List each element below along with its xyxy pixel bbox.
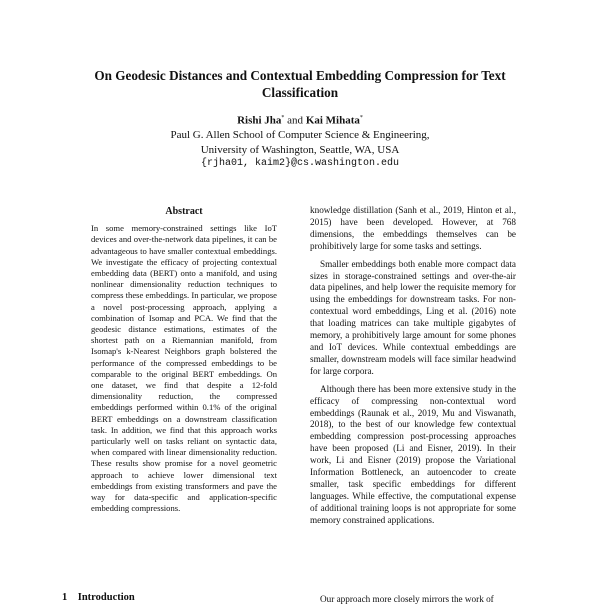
abstract-heading: Abstract — [165, 206, 203, 217]
author-email: {rjha01, kaim2}@cs.washington.edu — [200, 158, 400, 170]
paragraph: knowledge distillation (Sanh et al., 2019, Hinton et al., 2015) have been developed. However, at 768 dimensions, the embeddings themselves can be prohibitively large for some tasks and settings. — [310, 205, 516, 251]
paragraph: Although there has been more extensive study in the efficacy of compressing non-contextual word embeddings (Raunak et al., 2019, Mu and Viswanath, 2018), to the best of our knowledge few contextual embedding compression post-processing approaches have been proposed (Li and Eisner, 2019). In their work, Li and Eisner (2019) propose the Variational Information Bottleneck, an autoencoder to create smaller, task specific embeddings for different languages. While effective, the computational expense of additional training loops is not appropriate for some memory constrained applications. — [310, 383, 516, 525]
abstract-column — [91, 206, 277, 514]
affiliation-line-2: University of Washington, Seattle, WA, USA — [200, 143, 400, 156]
cut-off-line: Our approach more closely mirrors the work of — [320, 594, 494, 604]
author-1: Rishi Jha — [237, 114, 282, 127]
section-title: Introduction — [77, 592, 135, 603]
paragraph: Smaller embeddings both enable more compact data sizes in storage-constrained settings and over-the-air data pipelines, and help lower the requisite memory for using the embeddings for downstream tasks. For non-contextual word embeddings, Ling et al. (2016) note that loading matrices can take multiple gigabytes of memory, a prohibitively large amount for some phones and IoT devices. While contextual embeddings are smaller, downstream models will face similar headwind for large corpora. — [310, 258, 516, 376]
author-2: Kai Mihata — [305, 114, 360, 127]
abstract-text: In some memory-constrained settings like IoT devices and over-the-network data pipelines, it can be advantageous to have smaller contextual embeddings. We investigate the efficacy of projecting contextual embedding data (BERT) onto a manifold, and using nonlinear dimensionality reduction techniques to compress these embeddings. In particular, we propose a novel post-processing approach, applying a combination of Isomap and PCA. We find that the geodesic distance estimations, estimates of the shortest path on a Riemannian manifold, from Isomap's k-Nearest Neighbors graph bolstered the performance of the compressed embeddings to be comparable to the original BERT embeddings. On one dataset, we find that despite a 12-fold dimensionality reduction, the compressed embeddings performed within 0.1% of the original BERT embeddings on a downstream classification task. In addition, we find that this approach works particularly well on tasks reliant on syntactic data, when compared with linear dimensionality reduction. These results show promise for a novel geometric approach to achieve lower dimensional text embeddings from existing transformers and pave the way for data-specific and application-specific embedding compressions. — [91, 223, 277, 514]
author-conjunction: and — [287, 114, 304, 127]
author-names: Rishi Jha* and Kai Mihata* — [237, 114, 363, 127]
paper-title: On Geodesic Distances and Contextual Embedding Compression for Text Classification — [94, 68, 506, 100]
author-block — [60, 111, 540, 172]
affiliation-line-1: Paul G. Allen School of Computer Science & Engineering, — [170, 129, 430, 142]
right-column — [310, 205, 516, 527]
section-number: 1 — [62, 592, 68, 603]
section-heading — [62, 592, 135, 603]
